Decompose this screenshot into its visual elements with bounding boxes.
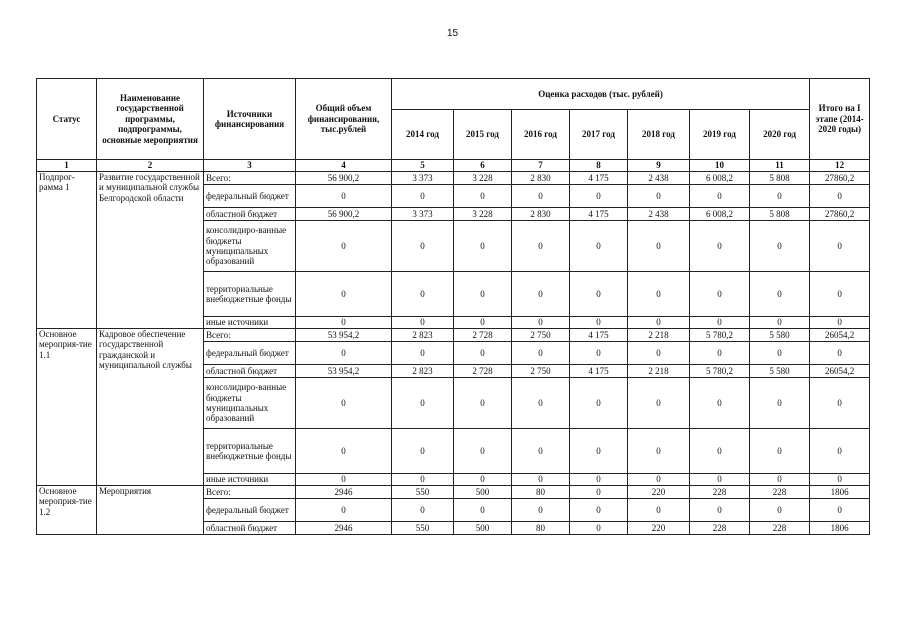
total-volume-cell: 0 (296, 185, 392, 208)
column-number: 12 (810, 160, 870, 172)
year-value-cell: 2 218 (628, 329, 690, 342)
source-cell: федеральный бюджет (204, 499, 296, 522)
year-value-cell: 4 175 (570, 365, 628, 378)
year-value-cell: 0 (454, 474, 512, 486)
year-value-cell: 0 (570, 342, 628, 365)
year-value-cell: 0 (454, 378, 512, 429)
total-volume-cell: 0 (296, 342, 392, 365)
header-year: 2016 год (512, 110, 570, 160)
year-value-cell: 4 175 (570, 172, 628, 185)
year-value-cell: 0 (454, 185, 512, 208)
year-value-cell: 0 (392, 429, 454, 474)
column-number: 8 (570, 160, 628, 172)
year-value-cell: 0 (570, 221, 628, 272)
year-value-cell: 500 (454, 486, 512, 499)
header-year: 2019 год (690, 110, 750, 160)
year-value-cell: 0 (750, 378, 810, 429)
year-value-cell: 0 (454, 342, 512, 365)
year-value-cell: 0 (690, 429, 750, 474)
total-volume-cell: 53 954,2 (296, 329, 392, 342)
stage-total-cell: 27860,2 (810, 172, 870, 185)
year-value-cell: 0 (570, 486, 628, 499)
financing-table (36, 78, 870, 535)
year-value-cell: 0 (512, 342, 570, 365)
year-value-cell: 4 175 (570, 208, 628, 221)
status-cell: Основное мероприя-тие 1.2 (37, 486, 97, 535)
year-value-cell: 550 (392, 522, 454, 535)
year-value-cell: 0 (512, 317, 570, 329)
year-value-cell: 5 580 (750, 365, 810, 378)
year-value-cell: 4 175 (570, 329, 628, 342)
total-volume-cell: 53 954,2 (296, 365, 392, 378)
program-name-cell: Развитие государственной и муниципальной службы Белгородской области (97, 172, 204, 329)
year-value-cell: 0 (628, 342, 690, 365)
source-cell: территориальные внебюджетные фонды (204, 272, 296, 317)
stage-total-cell: 0 (810, 474, 870, 486)
stage-total-cell: 0 (810, 221, 870, 272)
source-cell: консолидиро-ванные бюджеты муниципальных образований (204, 378, 296, 429)
year-value-cell: 0 (628, 221, 690, 272)
year-value-cell: 0 (570, 317, 628, 329)
year-value-cell: 0 (628, 272, 690, 317)
header-year: 2020 год (750, 110, 810, 160)
year-value-cell: 2 438 (628, 172, 690, 185)
stage-total-cell: 0 (810, 272, 870, 317)
stage-total-cell: 27860,2 (810, 208, 870, 221)
source-cell: Всего: (204, 172, 296, 185)
year-value-cell: 0 (512, 499, 570, 522)
column-number: 11 (750, 160, 810, 172)
status-cell: Подпрог-рамма 1 (37, 172, 97, 329)
header-year: 2014 год (392, 110, 454, 160)
column-number: 10 (690, 160, 750, 172)
total-volume-cell: 0 (296, 221, 392, 272)
year-value-cell: 5 808 (750, 208, 810, 221)
year-value-cell: 2 750 (512, 329, 570, 342)
column-number: 1 (37, 160, 97, 172)
year-value-cell: 3 228 (454, 172, 512, 185)
year-value-cell: 0 (628, 378, 690, 429)
year-value-cell: 0 (750, 185, 810, 208)
stage-total-cell: 0 (810, 342, 870, 365)
header-stage-total: Итого на I этапе (2014-2020 годы) (810, 79, 870, 160)
year-value-cell: 0 (570, 474, 628, 486)
year-value-cell: 5 808 (750, 172, 810, 185)
year-value-cell: 80 (512, 522, 570, 535)
year-value-cell: 2 750 (512, 365, 570, 378)
stage-total-cell: 0 (810, 499, 870, 522)
year-value-cell: 228 (750, 522, 810, 535)
header-estimate: Оценка расходов (тыс. рублей) (392, 79, 810, 110)
column-number: 5 (392, 160, 454, 172)
year-value-cell: 0 (690, 221, 750, 272)
table-row (37, 486, 870, 499)
year-value-cell: 2 823 (392, 365, 454, 378)
year-value-cell: 80 (512, 486, 570, 499)
header-total-volume: Общий объем финансирования, тыс.рублей (296, 79, 392, 160)
year-value-cell: 228 (750, 486, 810, 499)
program-name-cell: Кадровое обеспечение государственной гражданской и муниципальной службы (97, 329, 204, 486)
year-value-cell: 0 (392, 272, 454, 317)
year-value-cell: 0 (750, 272, 810, 317)
column-number: 7 (512, 160, 570, 172)
year-value-cell: 0 (454, 317, 512, 329)
year-value-cell: 0 (454, 429, 512, 474)
year-value-cell: 0 (690, 342, 750, 365)
year-value-cell: 220 (628, 486, 690, 499)
year-value-cell: 2 728 (454, 329, 512, 342)
total-volume-cell: 56 900,2 (296, 172, 392, 185)
year-value-cell: 0 (628, 317, 690, 329)
year-value-cell: 0 (628, 474, 690, 486)
year-value-cell: 2 830 (512, 208, 570, 221)
year-value-cell: 0 (628, 429, 690, 474)
total-volume-cell: 2946 (296, 522, 392, 535)
status-cell: Основное мероприя-тие 1.1 (37, 329, 97, 486)
year-value-cell: 0 (392, 185, 454, 208)
column-number: 9 (628, 160, 690, 172)
header-sources: Источники финансирования (204, 79, 296, 160)
year-value-cell: 0 (392, 342, 454, 365)
year-value-cell: 0 (570, 499, 628, 522)
stage-total-cell: 26054,2 (810, 329, 870, 342)
year-value-cell: 0 (512, 185, 570, 208)
stage-total-cell: 26054,2 (810, 365, 870, 378)
source-cell: Всего: (204, 486, 296, 499)
stage-total-cell: 0 (810, 378, 870, 429)
total-volume-cell: 0 (296, 378, 392, 429)
year-value-cell: 5 580 (750, 329, 810, 342)
year-value-cell: 0 (392, 499, 454, 522)
program-name-cell: Мероприятия (97, 486, 204, 535)
header-row-1 (37, 79, 870, 110)
stage-total-cell: 0 (810, 185, 870, 208)
year-value-cell: 0 (512, 221, 570, 272)
year-value-cell: 0 (690, 272, 750, 317)
source-cell: областной бюджет (204, 208, 296, 221)
source-cell: областной бюджет (204, 522, 296, 535)
table-row (37, 172, 870, 185)
source-cell: консолидиро-ванные бюджеты муниципальных образований (204, 221, 296, 272)
stage-total-cell: 1806 (810, 486, 870, 499)
year-value-cell: 2 830 (512, 172, 570, 185)
stage-total-cell: 0 (810, 429, 870, 474)
column-number-row (37, 160, 870, 172)
year-value-cell: 2 438 (628, 208, 690, 221)
total-volume-cell: 0 (296, 474, 392, 486)
year-value-cell: 0 (512, 474, 570, 486)
year-value-cell: 0 (628, 185, 690, 208)
year-value-cell: 0 (750, 429, 810, 474)
page-number: 15 (446, 28, 459, 39)
year-value-cell: 0 (512, 429, 570, 474)
header-year: 2017 год (570, 110, 628, 160)
year-value-cell: 0 (570, 272, 628, 317)
year-value-cell: 0 (392, 221, 454, 272)
year-value-cell: 3 373 (392, 172, 454, 185)
stage-total-cell: 1806 (810, 522, 870, 535)
source-cell: иные источники (204, 317, 296, 329)
year-value-cell: 0 (454, 499, 512, 522)
total-volume-cell: 0 (296, 499, 392, 522)
year-value-cell: 0 (690, 378, 750, 429)
year-value-cell: 0 (690, 317, 750, 329)
year-value-cell: 5 780,2 (690, 329, 750, 342)
year-value-cell: 5 780,2 (690, 365, 750, 378)
column-number: 6 (454, 160, 512, 172)
year-value-cell: 6 008,2 (690, 208, 750, 221)
column-number: 4 (296, 160, 392, 172)
year-value-cell: 0 (512, 378, 570, 429)
year-value-cell: 0 (750, 317, 810, 329)
year-value-cell: 3 228 (454, 208, 512, 221)
year-value-cell: 0 (628, 499, 690, 522)
year-value-cell: 228 (690, 522, 750, 535)
table-row (37, 329, 870, 342)
total-volume-cell: 0 (296, 272, 392, 317)
total-volume-cell: 0 (296, 429, 392, 474)
year-value-cell: 0 (454, 272, 512, 317)
header-status: Статус (37, 79, 97, 160)
year-value-cell: 6 008,2 (690, 172, 750, 185)
source-cell: Всего: (204, 329, 296, 342)
source-cell: территориальные внебюджетные фонды (204, 429, 296, 474)
year-value-cell: 0 (690, 474, 750, 486)
header-year: 2018 год (628, 110, 690, 160)
year-value-cell: 0 (392, 378, 454, 429)
year-value-cell: 0 (690, 499, 750, 522)
year-value-cell: 0 (750, 342, 810, 365)
year-value-cell: 0 (392, 317, 454, 329)
header-year: 2015 год (454, 110, 512, 160)
year-value-cell: 228 (690, 486, 750, 499)
year-value-cell: 0 (570, 185, 628, 208)
source-cell: областной бюджет (204, 365, 296, 378)
year-value-cell: 0 (750, 474, 810, 486)
total-volume-cell: 56 900,2 (296, 208, 392, 221)
year-value-cell: 0 (570, 378, 628, 429)
year-value-cell: 3 373 (392, 208, 454, 221)
source-cell: иные источники (204, 474, 296, 486)
year-value-cell: 2 823 (392, 329, 454, 342)
source-cell: федеральный бюджет (204, 342, 296, 365)
stage-total-cell: 0 (810, 317, 870, 329)
column-number: 3 (204, 160, 296, 172)
year-value-cell: 0 (750, 499, 810, 522)
year-value-cell: 0 (570, 522, 628, 535)
year-value-cell: 500 (454, 522, 512, 535)
year-value-cell: 0 (690, 185, 750, 208)
header-program-name: Наименование государственной программы, подпрограммы, основные мероприятия (97, 79, 204, 160)
year-value-cell: 550 (392, 486, 454, 499)
year-value-cell: 0 (570, 429, 628, 474)
year-value-cell: 220 (628, 522, 690, 535)
year-value-cell: 0 (454, 221, 512, 272)
total-volume-cell: 0 (296, 317, 392, 329)
column-number: 2 (97, 160, 204, 172)
year-value-cell: 0 (512, 272, 570, 317)
source-cell: федеральный бюджет (204, 185, 296, 208)
year-value-cell: 2 728 (454, 365, 512, 378)
total-volume-cell: 2946 (296, 486, 392, 499)
year-value-cell: 0 (750, 221, 810, 272)
year-value-cell: 0 (392, 474, 454, 486)
year-value-cell: 2 218 (628, 365, 690, 378)
